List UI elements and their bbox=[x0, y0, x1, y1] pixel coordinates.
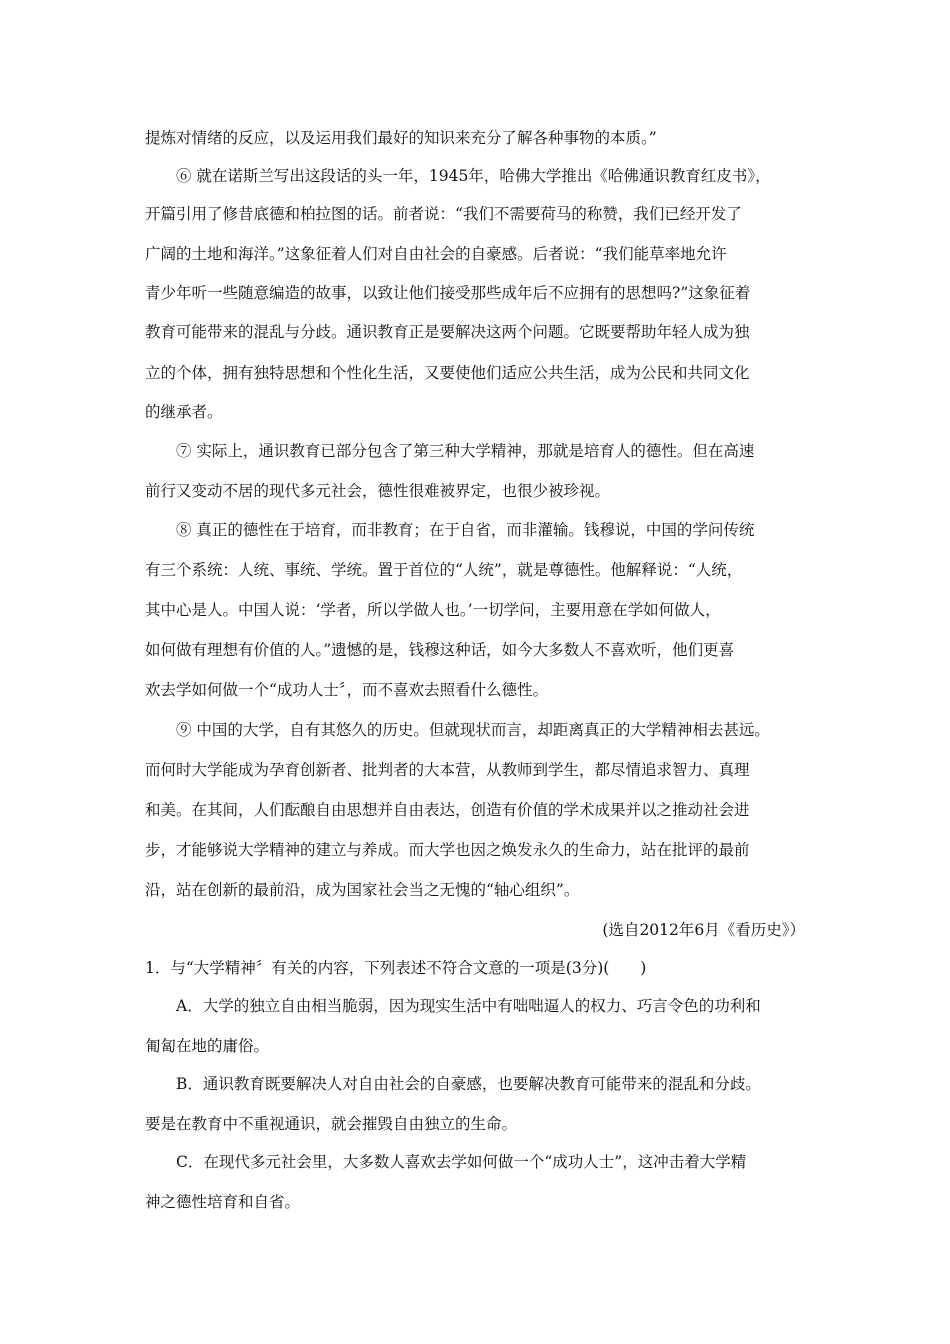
text-line: 前行又变动不居的现代多元社会，德性很难被界定，也很少被珍视。 bbox=[145, 482, 611, 500]
text-line: 和美。在其间，人们酝酿自由思想并自由表达，创造有价值的学术成果并以之推动社会进 bbox=[145, 801, 750, 819]
source-citation: (选自2012年6月《看历史》） bbox=[602, 921, 805, 939]
option-b-continued: 要是在教育中不重视通识，就会摧毁自由独立的生命。 bbox=[145, 1115, 518, 1133]
text-line: 而何时大学能成为孕育创新者、批判者的大本营，从教师到学生，都尽情追求智力、真理 bbox=[145, 761, 750, 779]
text-line: 立的个体，拥有独特思想和个性化生活，又要使他们适应公共生活，成为公民和共同文化 bbox=[145, 364, 750, 382]
option-b: B．通识教育既要解决人对自由社会的自豪感，也要解决教育可能带来的混乱和分歧。 bbox=[145, 1075, 761, 1093]
option-a-continued: 匍匐在地的庸俗。 bbox=[145, 1037, 270, 1055]
text-line: 有三个系统：人统、事统、学统。置于首位的“人统”，就是尊德性。他解释说：“人统， bbox=[145, 561, 743, 579]
text-line: 欢去学如何做一个“成功人士〞，而不喜欢去照看什么德性。 bbox=[145, 681, 549, 699]
text-line: 如何做有理想有价值的人。”遗憾的是，钱穆这种话，如今大多数人不喜欢听，他们更喜 bbox=[145, 641, 735, 659]
text-line: 沿，站在创新的最前沿，成为国家社会当之无愧的“轴心组织”。 bbox=[145, 881, 580, 899]
text-line: ⑧ 真正的德性在于培育，而非教育；在于自省，而非灌输。钱穆说，中国的学问传统 bbox=[145, 521, 755, 539]
text-line: 开篇引用了修昔底德和柏拉图的话。前者说：“我们不需要荷马的称赞，我们已经开发了 bbox=[145, 205, 742, 223]
text-line: ⑦ 实际上，通识教育已部分包含了第三种大学精神，那就是培育人的德性。但在高速 bbox=[145, 442, 755, 460]
text-line: 青少年听一些随意编造的故事，以致让他们接受那些成年后不应拥有的思想吗?”这象征着 bbox=[145, 284, 751, 302]
question-stem: 1．与“大学精神〞有关的内容，下列表述不符合文意的一项是(3分)( ) bbox=[145, 959, 647, 977]
text-line: ⑥ 就在诺斯兰写出这段话的头一年，1945年，哈佛大学推出《哈佛通识教育红皮书》， bbox=[145, 167, 771, 185]
option-c: C．在现代多元社会里，大多数人喜欢去学如何做一个“成功人士”，这冲击着大学精 bbox=[145, 1153, 747, 1171]
text-line: 提炼对情绪的反应，以及运用我们最好的知识来充分了解各种事物的本质。” bbox=[145, 129, 657, 147]
option-c-continued: 神之德性培育和自省。 bbox=[145, 1193, 301, 1211]
text-line: 广阔的土地和海洋。”这象征着人们对自由社会的自豪感。后者说：“我们能草率地允许 bbox=[145, 245, 727, 263]
option-a: A．大学的独立自由相当脆弱，因为现实生活中有咄咄逼人的权力、巧言令色的功利和 bbox=[145, 997, 761, 1015]
text-line: ⑨ 中国的大学，自有其悠久的历史。但就现状而言，却距离真正的大学精神相去甚远。 bbox=[145, 721, 770, 739]
text-line: 步，才能够说大学精神的建立与养成。而大学也因之焕发永久的生命力，站在批评的最前 bbox=[145, 841, 750, 859]
text-line: 其中心是人。中国人说：‘学者，所以学做人也。’一切学问，主要用意在学如何做人， bbox=[145, 601, 721, 619]
text-line: 教育可能带来的混乱与分歧。通识教育正是要解决这两个问题。它既要帮助年轻人成为独 bbox=[145, 323, 750, 341]
text-line: 的继承者。 bbox=[145, 403, 223, 421]
